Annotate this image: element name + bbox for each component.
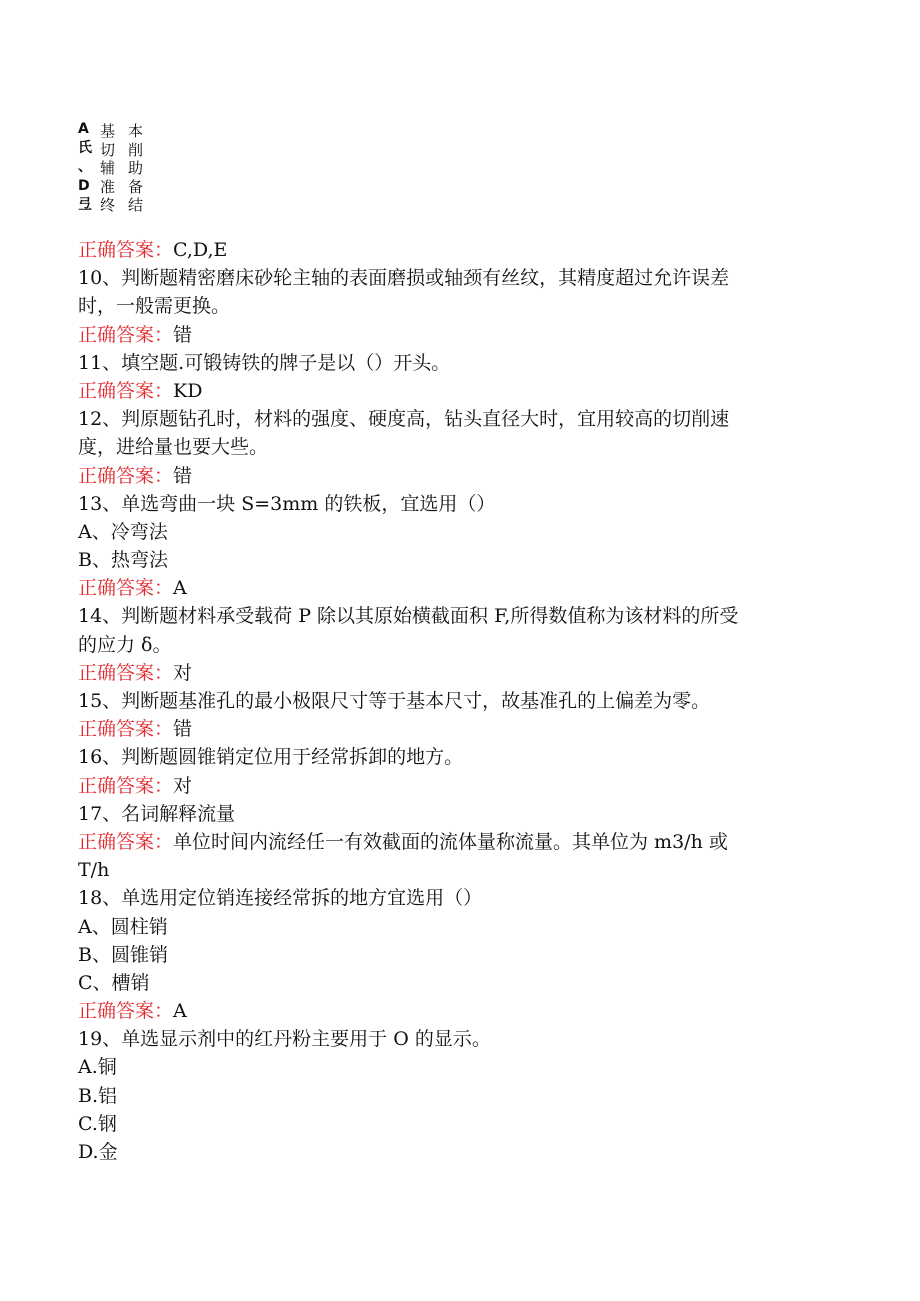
text-line: 18、单选用定位销连接经常拆的地方宜选用（）	[78, 887, 483, 910]
answer-line	[78, 321, 848, 349]
text-line: 13、单选弯曲一块 S=3mm 的铁板，宜选用（）	[78, 492, 496, 515]
fragment-left-marks	[78, 120, 94, 215]
text-line: D.金	[78, 1141, 118, 1163]
answer-line	[78, 462, 848, 490]
answer-value: KD	[173, 379, 203, 402]
answer-label: 正确答案：	[78, 379, 174, 402]
fragment-char: 本	[128, 122, 144, 140]
text-line: 15、判断题基准孔的最小极限尺寸等于基本尺寸，故基准孔的上偏差为零。	[78, 690, 711, 712]
answer-label: 正确答案：	[78, 774, 174, 797]
text-line: T/h	[78, 859, 110, 882]
fragment-char: 辅	[100, 159, 116, 177]
text-line: B.铝	[78, 1084, 118, 1107]
text-line: 11、填空题.可锻铸铁的牌子是以（）开头。	[78, 351, 451, 374]
answer-value: 错	[173, 323, 193, 346]
text-line: 10、判断题精密磨床砂轮主轴的表面磨损或轴颈有丝纹，其精度超过允许误差	[78, 267, 730, 290]
text-line: 19、单选显示剂中的红丹粉主要用于 O 的显示。	[78, 1028, 491, 1051]
text-line: 度，进给量也要大些。	[78, 436, 269, 459]
text-line: B、热弯法	[78, 549, 168, 572]
fragment-char: 结	[128, 196, 144, 214]
answer-line	[78, 377, 848, 405]
answer-label: 正确答案：	[78, 464, 174, 487]
text-line: C、槽销	[78, 971, 150, 994]
answer-line	[78, 997, 848, 1025]
answer-value: 对	[173, 774, 193, 797]
answer-value: 错	[173, 464, 193, 487]
answer-label: 正确答案：	[78, 661, 174, 684]
answer-value: C,D,E	[173, 239, 228, 261]
answer-label: 正确答案：	[78, 718, 174, 741]
text-line: 17、名词解释流量	[78, 802, 236, 825]
answer-line	[78, 772, 848, 800]
text-line: A.铜	[78, 1056, 117, 1079]
text-line: C.钢	[78, 1112, 117, 1135]
garbled-options-fragment	[78, 120, 278, 220]
answer-label: 正确答案：	[78, 239, 174, 261]
fragment-char: 准	[100, 177, 116, 196]
answer-value: 错	[173, 718, 193, 741]
fragment-char: 助	[128, 159, 144, 177]
answer-label: 正确答案：	[78, 1000, 174, 1023]
text-line: A、圆柱销	[78, 915, 168, 938]
answer-line	[78, 574, 848, 602]
text-line: 的应力 δ。	[78, 633, 172, 656]
text-line: 16、判断题圆锥销定位用于经常拆卸的地方。	[78, 746, 464, 769]
fragment-mark: 、D	[78, 159, 92, 194]
answer-label: 正确答案：	[78, 830, 174, 853]
fragment-char: 切	[100, 140, 116, 159]
fragment-char: 备	[128, 177, 144, 196]
text-line: A、冷弯法	[78, 520, 168, 543]
fragment-char: 终	[100, 196, 116, 214]
answer-line	[78, 659, 848, 687]
answer-value: 单位时间内流经任一有效截面的流体量称流量。其单位为 m3/h 或	[173, 830, 728, 853]
fragment-column-2	[128, 122, 146, 215]
answer-label: 正确答案：	[78, 577, 174, 600]
fragment-mark: A	[78, 121, 89, 137]
fragment-mark: 氏	[78, 140, 92, 156]
text-line: 12、判原题钻孔时，材料的强度、硬度高，钻头直径大时，宜用较高的切削速	[78, 408, 730, 431]
answer-value: A	[173, 1000, 187, 1023]
answer-line	[78, 236, 848, 264]
text-line: B、圆锥销	[78, 943, 168, 966]
text-line: 14、判断题材料承受载荷 P 除以其原始横截面积 F,所得数值称为该材料的所受	[78, 605, 739, 628]
answer-value: 对	[173, 661, 193, 684]
fragment-char: 削	[128, 140, 144, 159]
fragment-column-1	[100, 122, 118, 215]
fragment-mark: 弖	[78, 197, 92, 213]
text-line: 时，一般需更换。	[78, 295, 231, 318]
answer-value: A	[173, 577, 187, 600]
answer-label: 正确答案：	[78, 323, 174, 346]
answer-line	[78, 715, 848, 743]
answer-line	[78, 828, 848, 856]
fragment-char: 基	[100, 122, 116, 140]
question-list	[78, 236, 848, 1166]
